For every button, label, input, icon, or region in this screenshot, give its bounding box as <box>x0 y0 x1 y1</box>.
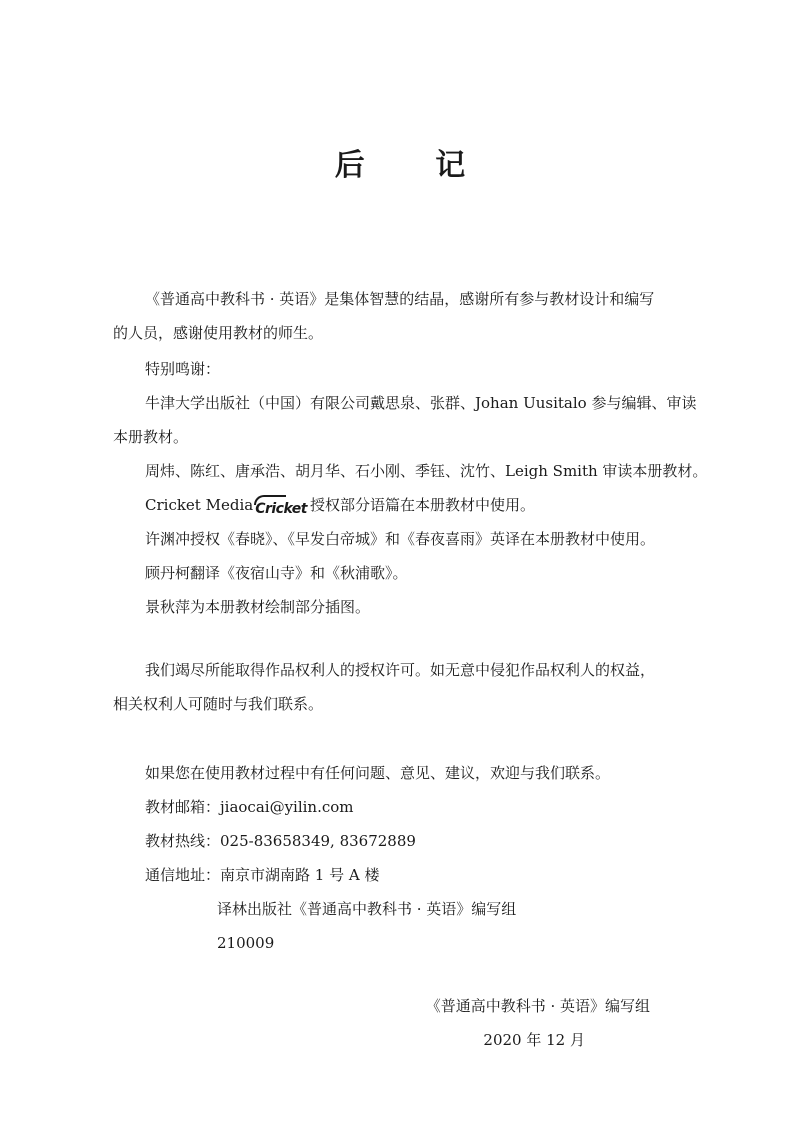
cricket-media-name: Cricket Media <box>145 496 254 514</box>
thanks-xu: 许渊冲授权《春晓》、《早发白帝城》和《春夜喜雨》英译在本册教材中使用。 <box>145 530 656 548</box>
thanks-reviewers: 周炜、陈红、唐承浩、胡月华、石小刚、季钰、沈竹、Leigh Smith 审读本册教材。 <box>145 462 708 480</box>
thanks-heading: 特别鸣谢： <box>145 360 221 378</box>
signature-group: 《普通高中教科书 · 英语》编写组 <box>425 997 650 1015</box>
cricket-media-text: 授权部分语篇在本册教材中使用。 <box>309 496 535 514</box>
contact-intro: 如果您在使用教材过程中有任何问题、意见、建议，欢迎与我们联系。 <box>145 764 611 782</box>
thanks-oup-line-1: 牛津大学出版社（中国）有限公司戴思泉、张群、Johan Uusitalo 参与编辑、审读 <box>145 394 697 412</box>
cricket-logo-icon: Cricket <box>255 498 307 519</box>
rights-line-1: 我们竭尽所能取得作品权利人的授权许可。如无意中侵犯作品权利人的权益， <box>145 661 656 679</box>
thanks-gu: 顾丹柯翻译《夜宿山寺》和《秋浦歌》。 <box>145 564 408 582</box>
thanks-cricket <box>145 495 535 519</box>
signature-date: 2020 年 12 月 <box>483 1031 585 1049</box>
page-title: 后 记 <box>334 148 496 183</box>
contact-address: 通信地址：南京市湖南路 1 号 A 楼 <box>145 866 380 884</box>
rights-line-2: 相关权利人可随时与我们联系。 <box>113 695 324 713</box>
intro-line-2: 的人员，感谢使用教材的师生。 <box>113 324 324 342</box>
thanks-oup-line-2: 本册教材。 <box>113 428 189 446</box>
contact-hotline: 教材热线：025-83658349, 83672889 <box>145 832 416 850</box>
intro-line-1: 《普通高中教科书 · 英语》是集体智慧的结晶，感谢所有参与教材设计和编写 <box>145 290 655 308</box>
thanks-jing: 景秋萍为本册教材绘制部分插图。 <box>145 598 371 616</box>
contact-email: 教材邮箱：jiaocai@yilin.com <box>145 798 354 816</box>
contact-org: 译林出版社《普通高中教科书 · 英语》编写组 <box>217 900 517 918</box>
contact-postcode: 210009 <box>217 934 275 952</box>
